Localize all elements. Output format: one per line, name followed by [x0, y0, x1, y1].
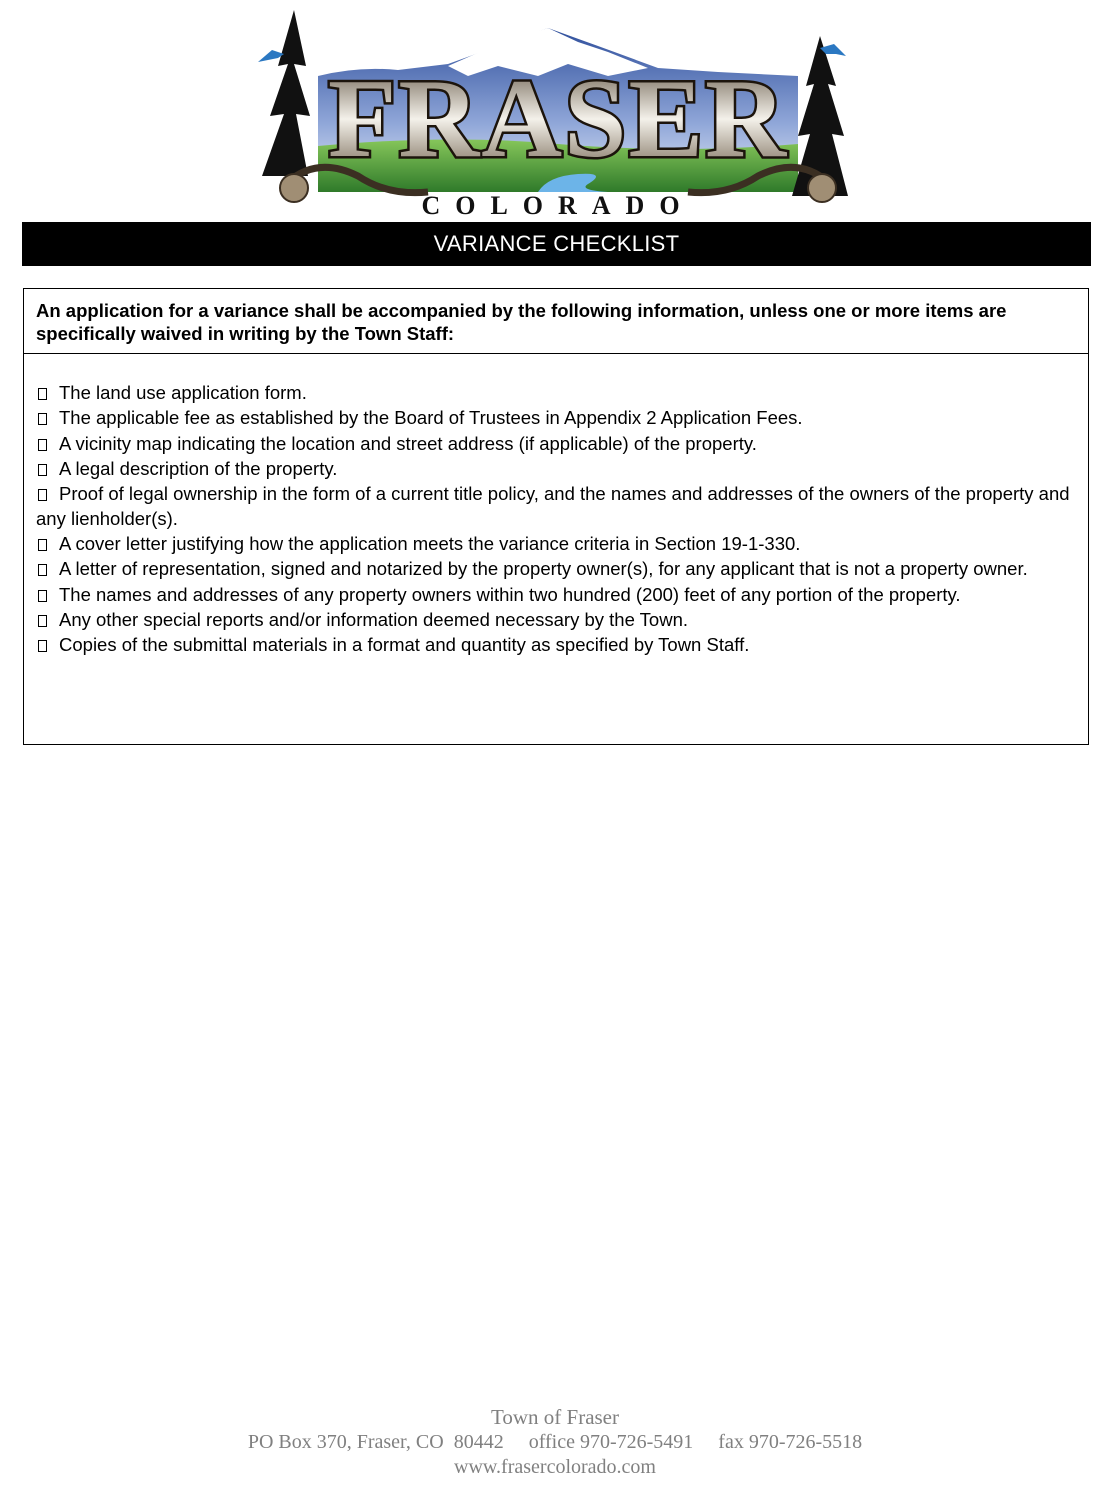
checklist-box [23, 288, 1089, 745]
checklist-item-text: The land use application form. [59, 382, 307, 403]
checklist-item [36, 583, 1076, 608]
checklist-item-text: A letter of representation, signed and notarized by the property owner(s), for any applicant that is not a property owner. [59, 558, 1028, 580]
footer-address: PO Box 370, Fraser, CO 80442 [247, 1431, 504, 1453]
checklist-item [36, 633, 1076, 658]
footer-website[interactable]: www.frasercolorado.com [454, 1456, 656, 1478]
checkbox-icon[interactable] [38, 464, 47, 476]
checklist-item [36, 406, 1076, 431]
checkbox-icon[interactable] [38, 489, 47, 501]
logo-tree-left [262, 10, 310, 176]
checklist-item [36, 381, 1076, 406]
logo-subtitle: COLORADO [421, 191, 695, 216]
logo-wordmark: FRASER [327, 57, 789, 181]
fraser-logo-graphic [248, 6, 868, 216]
checkbox-icon[interactable] [38, 439, 47, 451]
title-bar [22, 222, 1091, 266]
checklist-item-text: Copies of the submittal materials in a format and quantity as specified by Town Staff. [59, 634, 750, 656]
footer-office: office 970-726-5491 [528, 1431, 694, 1453]
checkbox-icon[interactable] [38, 539, 47, 551]
checkbox-icon[interactable] [38, 413, 47, 425]
checklist-item [36, 432, 1076, 457]
checkbox-icon[interactable] [38, 640, 47, 652]
checklist-item-text: Proof of legal ownership in the form of a current title policy, and the names and addresses of the owners of the property and any lienholder(s). [36, 483, 1070, 529]
footer-contact [0, 1430, 1110, 1455]
checklist-item [36, 608, 1076, 633]
checkbox-icon[interactable] [38, 388, 47, 400]
checklist-item-text: Any other special reports and/or information deemed necessary by the Town. [59, 608, 688, 630]
checklist-items [24, 354, 1088, 658]
page-title: VARIANCE CHECKLIST [433, 231, 680, 256]
checklist-item [36, 457, 1076, 482]
footer-fax: fax 970-726-5518 [718, 1431, 863, 1453]
checklist-intro: An application for a variance shall be accompanied by the following information, unless one or more items are specifically waived in writing by the Town Staff: [24, 289, 1088, 354]
checklist-item [36, 532, 1076, 557]
fraser-logo [248, 6, 868, 216]
checklist-item-text: A legal description of the property. [59, 457, 338, 479]
checkbox-icon[interactable] [38, 590, 47, 602]
checklist-item [36, 482, 1076, 531]
checklist-item [36, 557, 1076, 582]
checkbox-icon[interactable] [38, 564, 47, 576]
footer-org: Town of Fraser [491, 1405, 619, 1429]
checklist-item-text: The names and addresses of any property owners within two hundred (200) feet of any portion of the property. [59, 583, 961, 605]
page-footer [0, 1404, 1110, 1479]
checklist-item-text: A cover letter justifying how the application meets the variance criteria in Section 19-1-330. [59, 532, 801, 554]
checklist-item-text: The applicable fee as established by the Board of Trustees in Appendix 2 Application Fees. [59, 407, 803, 429]
checklist-item-text: A vicinity map indicating the location and street address (if applicable) of the property. [59, 432, 757, 454]
checkbox-icon[interactable] [38, 615, 47, 627]
